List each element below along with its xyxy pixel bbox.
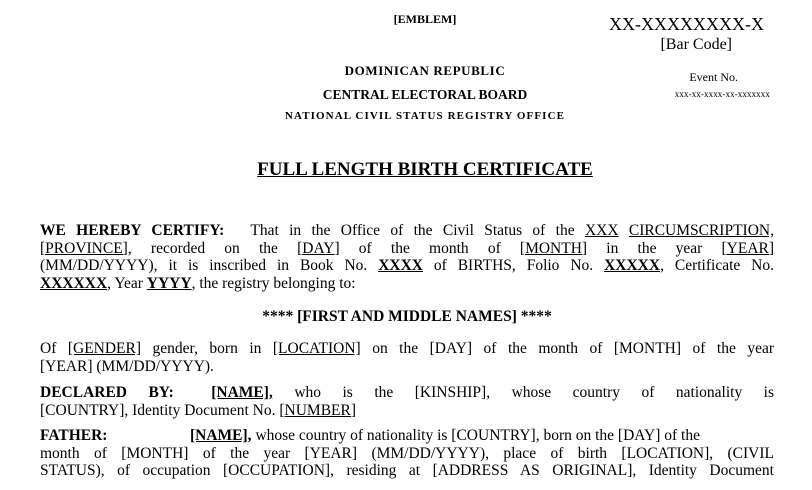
certify-line-2: [PROVINCE], recorded on the [DAY] of the month of [MONTH] in the year [YEAR] [40,239,775,257]
location-field: [LOCATION] [272,340,361,357]
certify-lead: WE HEREBY CERTIFY: [40,222,225,239]
day-field: [DAY] [297,239,340,257]
birth-paragraph [40,340,774,375]
certify-line-3: (MM/DD/YYYY), it is inscribed in Book No. XXXX of BIRTHS, Folio No. XXXXX, Certificate No. [40,257,774,274]
birth-line-1: Of [GENDER] gender, born in [LOCATION] on the [DAY] of the month of [MONTH] of the year [40,340,774,357]
country-heading: DOMINICAN REPUBLIC [344,63,506,78]
certify-line-1: WE HEREBY CERTIFY: That in the Office of the Civil Status of the XXX CIRCUMSCRIPTION, [40,222,774,239]
barcode-placeholder: [Bar Code] [660,36,732,53]
event-number-label: Event No. [689,70,738,84]
month-field: [MONTH] [519,239,588,257]
event-number-value: xxx-xx-xxxx-xx-xxxxxxx [674,89,770,99]
declared-lead: DECLARED BY: [40,384,174,401]
father-paragraph [40,427,774,480]
father-line-1: FATHER: [NAME], whose country of nationality is [COUNTRY], born on the [DAY] of the [40,427,700,444]
board-heading: CENTRAL ELECTORAL BOARD [322,87,528,102]
circumscription-word: CIRCUMSCRIPTION, [628,222,774,239]
names-line: **** [FIRST AND MIDDLE NAMES] **** [262,308,552,325]
province-field: [PROVINCE] [40,239,128,257]
father-name: [NAME], [190,427,252,444]
father-line-3: STATUS), of occupation [OCCUPATION], residing at [ADDRESS AS ORIGINAL], Identity Document [40,462,774,479]
year-field: [YEAR] [721,239,775,257]
declared-line-1: DECLARED BY: [NAME], who is the [KINSHIP], whose country of nationality is [40,384,775,401]
book-number: XXXX [378,257,423,274]
document-title: FULL LENGTH BIRTH CERTIFICATE [257,159,593,180]
year-code: YYYY [146,274,192,292]
gender-field: [GENDER] [67,340,142,357]
office-heading: NATIONAL CIVIL STATUS REGISTRY OFFICE [284,110,566,122]
father-line-2: month of [MONTH] of the year [YEAR] (MM/DD/YYYY), place of birth [LOCATION], (CIVIL [40,444,774,462]
declared-paragraph [40,384,774,419]
certify-paragraph [40,222,774,292]
emblem-placeholder: [EMBLEM] [393,12,457,26]
declarant-name: [NAME], [211,384,273,401]
document-number-field: [NUMBER] [279,401,356,419]
declared-line-2: [COUNTRY], Identity Document No. [NUMBER] [40,401,356,419]
birth-line-2: [YEAR] (MM/DD/YYYY). [40,357,214,375]
folio-number: XXXXX [604,257,661,274]
certificate-number: XXXXXX [40,274,108,292]
document-code: XX-XXXXXXXX-X [609,14,764,34]
certify-line-4: XXXXXX, Year YYYY, the registry belonging to: [40,274,356,292]
father-lead: FATHER: [40,427,108,444]
circumscription-code: XXX [584,222,619,239]
